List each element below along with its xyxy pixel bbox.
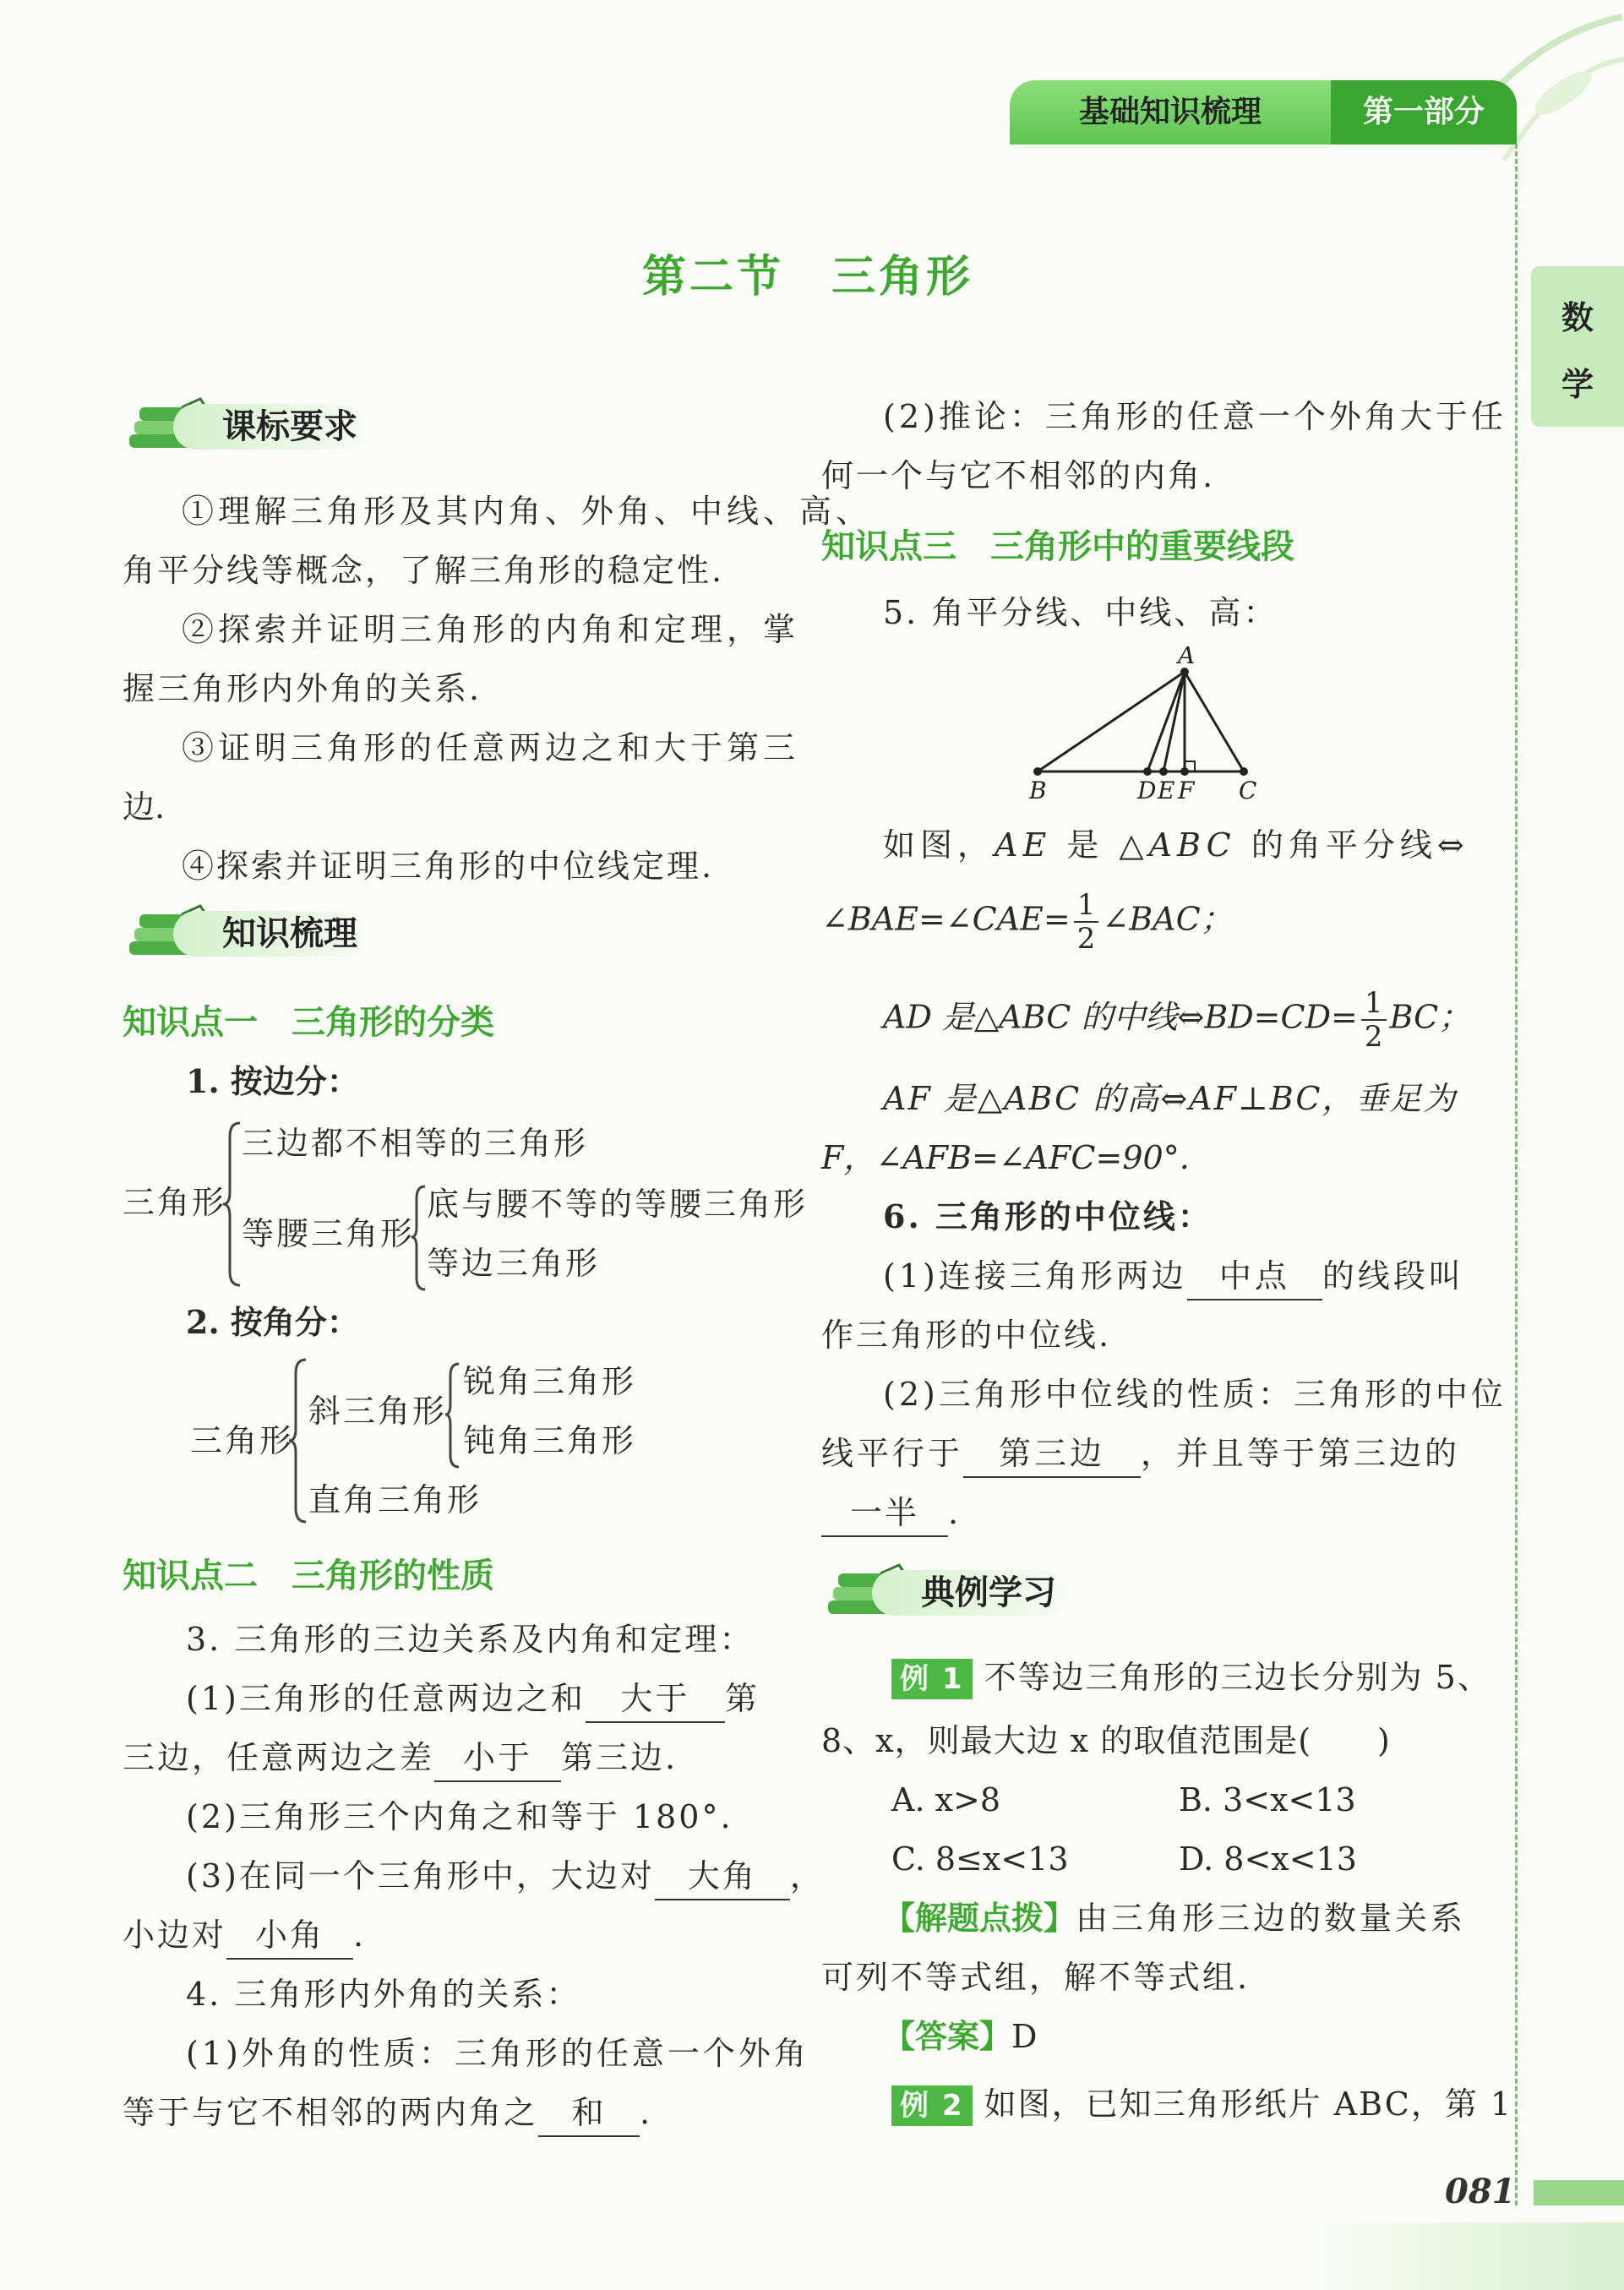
answer-blank[interactable]: 和 (538, 2090, 640, 2137)
ang-a1: 锐角三角形 (463, 1363, 637, 1400)
kp3-l2: ∠BAE=∠CAE= $\frac{1}{2}$ ∠BAC； (821, 888, 1233, 956)
ex1-option-d[interactable]: D. 8<x<13 (1179, 1840, 1357, 1878)
ex2-q1: 例 2 如图，已知三角形纸片 ABC，第 1 (891, 2075, 1512, 2134)
example-tag: 例 2 (891, 2086, 973, 2126)
ang-b: 直角三角形 (308, 1481, 482, 1518)
answer-blank[interactable]: 小角 (226, 1912, 353, 1960)
req-3b: 边. (123, 788, 166, 826)
ex1-hint: 【解题点拨】由三角形三边的数量关系 (883, 1900, 1467, 1937)
kp3-l4b: F，∠AFB=∠AFC=90°. (821, 1139, 1190, 1176)
label-F: F (1178, 777, 1195, 803)
answer-blank[interactable]: 一半 (821, 1490, 948, 1537)
answer-blank[interactable]: 第三边 (963, 1431, 1141, 1478)
label-D: D (1137, 777, 1157, 803)
req-3a: ③证明三角形的任意两边之和大于第三 (182, 729, 800, 766)
fraction: $\frac{1}{2}$ (1361, 987, 1387, 1053)
kp2-p3-3-cont: 小边对 小角 . (123, 1906, 366, 1965)
header-banner (1010, 80, 1517, 144)
side-a: 三边都不相等的三角形 (242, 1125, 589, 1162)
section-banner-knowledge (123, 904, 376, 963)
kp3-p6-2a: (2)三角形中位线的性质：三角形的中位 (883, 1376, 1507, 1413)
kp3-p6-2c: 一半 . (821, 1483, 961, 1542)
answer-blank[interactable]: 大于 (586, 1676, 725, 1723)
kp2-p3: 3. 三角形的三边关系及内角和定理： (186, 1621, 755, 1658)
page-title: 第二节 三角形 (642, 252, 974, 303)
side-b1: 底与腰不等的等腰三角形 (427, 1186, 809, 1223)
section-banner-requirements (123, 397, 376, 456)
ex1-q1: 例 1 不等边三角形的三边长分别为 5、 (891, 1648, 1491, 1707)
tri-label-2: 三角形 (190, 1422, 295, 1459)
kp3-p6-1: (1)连接三角形两边 中点 的线段叫 (883, 1246, 1464, 1306)
kp3-l4: AF 是△ABC 的高⇔AF⊥BC，垂足为 (883, 1080, 1458, 1117)
banner-left: 基础知识梳理 (1010, 80, 1331, 144)
example-tag: 例 1 (891, 1659, 973, 1699)
kp3-p6-2b: 线平行于 第三边 ，并且等于第三边的 (821, 1424, 1460, 1483)
side-b: 等腰三角形 (242, 1215, 416, 1252)
ex1-q2: 8、x，则最大边 x 的取值范围是( ) (821, 1722, 1391, 1759)
kp2-p3-3: (3)在同一个三角形中，大边对 大角 ， (186, 1846, 825, 1906)
p4-2b: 何一个与它不相邻的内角. (821, 457, 1216, 494)
triangle-figure (1022, 646, 1276, 803)
margin-dashed-line (1515, 144, 1518, 2205)
req-1a: ①理解三角形及其内角、外角、中线、高、 (182, 493, 873, 530)
req-1b: 角平分线等概念，了解三角形的稳定性. (123, 552, 725, 589)
banner-right: 第一部分 (1331, 80, 1517, 144)
ang-a: 斜三角形 (308, 1393, 448, 1430)
ang-a2: 钝角三角形 (463, 1422, 637, 1459)
kp1-by-side: 1. 按边分： (186, 1062, 359, 1100)
ex1-option-a[interactable]: A. x>8 (891, 1781, 1001, 1818)
tri-label-1: 三角形 (123, 1184, 227, 1221)
side-b2: 等边三角形 (427, 1245, 601, 1282)
kp3-l1: 如图，AE 是 △ABC 的角平分线⇔ (883, 826, 1469, 864)
kp2-p3-2: (2)三角形三个内角之和等于 180°. (186, 1798, 733, 1835)
ex1-answer: 【答案】D (883, 2018, 1038, 2055)
section-label-knowledge: 知识梳理 (222, 914, 357, 953)
answer-blank[interactable]: 大角 (655, 1853, 790, 1900)
kp3-l3: AD 是△ABC 的中线⇔BD=CD= $\frac{1}{2}$ BC； (883, 986, 1471, 1054)
ex1-option-b[interactable]: B. 3<x<13 (1179, 1781, 1356, 1818)
section-label-examples: 典例学习 (921, 1573, 1056, 1612)
kp1-by-angle: 2. 按角分： (186, 1303, 359, 1341)
fraction: $\frac{1}{2}$ (1074, 889, 1099, 955)
section-banner-examples (821, 1563, 1075, 1622)
kp2-title: 知识点二 三角形的性质 (123, 1557, 494, 1595)
kp3-p6-1c: 作三角形的中位线. (821, 1317, 1112, 1354)
p4-2a: (2)推论：三角形的任意一个外角大于任 (883, 398, 1507, 435)
kp1-title: 知识点一 三角形的分类 (123, 1003, 494, 1042)
side-tab-char-2: 学 (1561, 366, 1594, 403)
page-number: 081 (1445, 2172, 1516, 2211)
kp2-p4: 4. 三角形内外角的关系： (186, 1976, 581, 2013)
footer-decoration (1310, 2222, 1624, 2290)
answer-blank[interactable]: 小于 (434, 1735, 561, 1782)
req-2a: ②探索并证明三角形的内角和定理，掌 (182, 611, 800, 648)
ex1-option-c[interactable]: C. 8≤x<13 (891, 1840, 1069, 1878)
answer-blank[interactable]: 中点 (1187, 1253, 1322, 1300)
brace-icon (287, 1356, 309, 1525)
label-A: A (1178, 646, 1196, 669)
section-label-requirements: 课标要求 (222, 407, 357, 446)
brace-icon (444, 1360, 462, 1470)
ex1-hint2: 可列不等式组，解不等式组. (821, 1959, 1251, 1996)
req-2b: 握三角形内外角的关系. (123, 670, 482, 707)
brace-icon (221, 1120, 243, 1289)
label-C: C (1239, 777, 1257, 803)
kp2-p4-1: (1)外角的性质：三角形的任意一个外角 (186, 2035, 809, 2072)
brace-icon (410, 1183, 428, 1293)
kp3-p5: 5. 角平分线、中线、高： (883, 594, 1278, 631)
kp3-p6: 6. 三角形的中位线： (883, 1197, 1213, 1235)
kp2-p3-1: (1)三角形的任意两边之和 大于 第 (186, 1669, 760, 1728)
req-4: ④探索并证明三角形的中位线定理. (182, 848, 715, 885)
label-B: B (1029, 777, 1047, 803)
kp2-p4-1-cont: 等于与它不相邻的两内角之 和 . (123, 2083, 652, 2142)
footer-bar (1534, 2180, 1624, 2205)
side-tab-char-1: 数 (1561, 299, 1594, 336)
side-tab (1531, 266, 1624, 427)
label-E: E (1158, 777, 1175, 803)
kp3-title: 知识点三 三角形中的重要线段 (821, 527, 1294, 566)
kp2-p3-1-cont: 三边，任意两边之差 小于 第三边. (123, 1728, 678, 1787)
